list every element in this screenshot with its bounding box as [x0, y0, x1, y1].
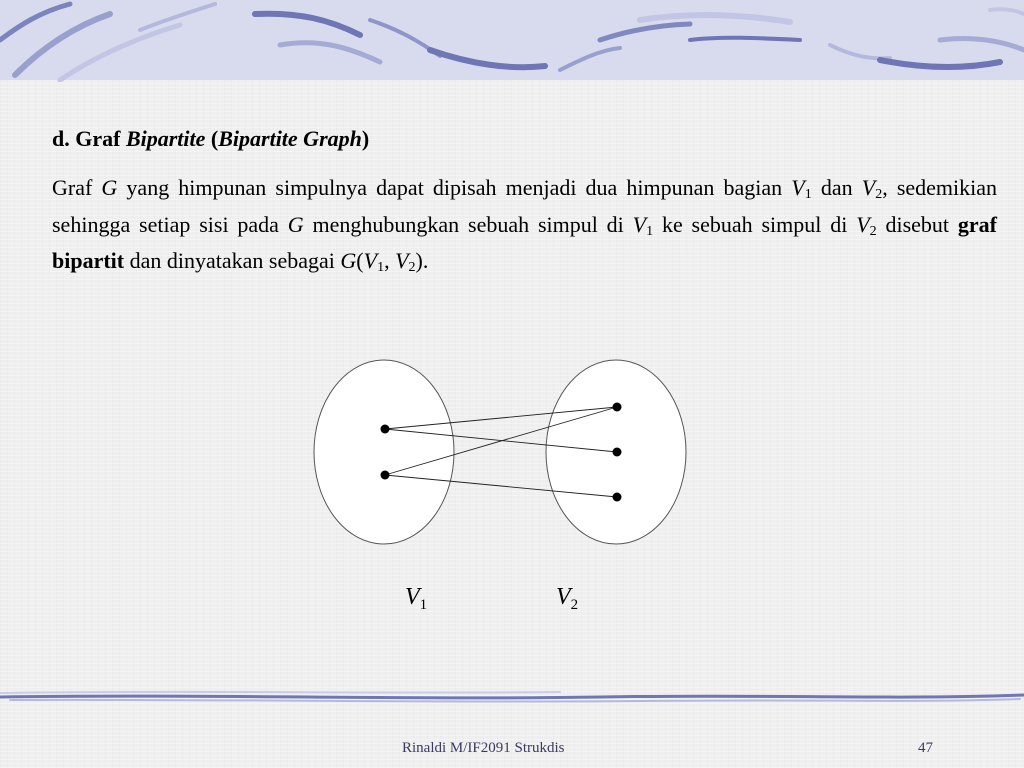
vertex-set-symbol: V — [791, 175, 805, 200]
subscript: 2 — [869, 223, 877, 239]
heading-term: Bipartite — [125, 126, 206, 151]
subscript: 1 — [804, 187, 812, 202]
vertex-set-symbol: V — [861, 175, 876, 200]
definition-paragraph — [52, 170, 997, 280]
text: dan — [811, 175, 862, 200]
heading-prefix: d. Graf — [52, 126, 126, 151]
text: ). — [415, 248, 429, 273]
text: ( — [356, 248, 364, 273]
bottom-decorative-line — [0, 686, 1024, 708]
slide-page-number: 47 — [918, 740, 933, 756]
vertex-set-symbol: V — [395, 248, 409, 273]
subscript: 2 — [875, 187, 883, 202]
bipartite-graph-diagram — [300, 350, 700, 620]
text: ke sebuah simpul di — [653, 211, 857, 237]
top-decorative-band — [0, 0, 1024, 82]
text: , sedemikian sehingga setiap sisi pada — [52, 175, 998, 237]
graph-symbol: G — [340, 248, 357, 273]
vertex-set-symbol: V — [363, 248, 378, 273]
text: Graf — [52, 175, 102, 200]
vertex-v1-2 — [381, 471, 390, 480]
subscript: 2 — [408, 260, 416, 275]
subscript: 1 — [646, 223, 654, 239]
footer-author-course: Rinaldi M/IF2091 Strukdis — [402, 740, 565, 756]
text: dan dinyatakan sebagai — [124, 248, 341, 273]
text: menghubungkan sebuah simpul di — [303, 211, 633, 237]
subscript: 1 — [377, 260, 385, 275]
graph-symbol: G — [287, 211, 304, 237]
vertex-v2-3 — [613, 493, 622, 502]
label-v2: $V_2$ — [556, 584, 579, 613]
graph-symbol: G — [101, 175, 118, 200]
vertex-v1-1 — [381, 425, 390, 434]
vertex-set-symbol: V — [856, 211, 870, 237]
heading-term-en: Bipartite Graph — [218, 126, 362, 151]
vertex-v2-2 — [613, 448, 622, 457]
text: yang himpunan simpulnya dapat dipisah menjadi dua himpunan bagian — [117, 175, 792, 200]
bold-term: graf bipartit — [52, 211, 997, 273]
heading-open-paren: ( — [205, 126, 219, 151]
text: , — [384, 248, 396, 273]
label-v1: $V_1$ — [405, 584, 428, 613]
heading-close-paren: ) — [361, 126, 370, 151]
vertex-set-v1-ellipse — [314, 360, 454, 544]
text: disebut — [876, 211, 958, 237]
vertex-v2-1 — [613, 403, 622, 412]
slide-heading — [52, 122, 369, 156]
vertex-set-symbol: V — [632, 211, 647, 237]
